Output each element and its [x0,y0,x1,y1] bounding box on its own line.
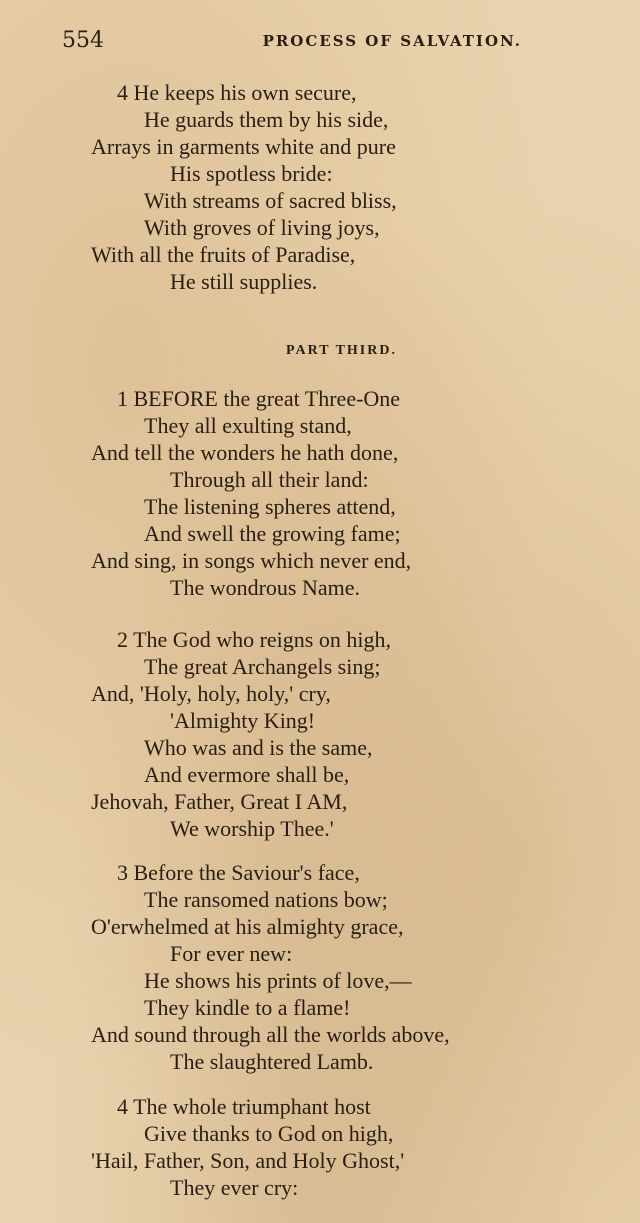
verse-line: 3 Before the Saviour's face, [117,860,360,885]
verse-line: With all the fruits of Paradise, [91,242,356,267]
verse-line: For ever new: [170,941,293,966]
verse-line: 'Almighty King! [170,708,316,733]
page-number: 554 [62,28,104,53]
verse-line: 4 He keeps his own secure, [117,80,357,105]
verse-line: And sing, in songs which never end, [91,548,412,573]
verse-line: 'Hail, Father, Son, and Holy Ghost,' [91,1148,405,1173]
verse-line: They all exulting stand, [144,413,352,438]
verse-line: 4 The whole triumphant host [117,1094,371,1119]
verse-line: 2 The God who reigns on high, [117,627,391,652]
verse-line: And swell the growing fame; [144,521,401,546]
verse-line: We worship Thee.' [170,816,334,841]
verse-line: They kindle to a flame! [144,995,351,1020]
verse-line: The great Archangels sing; [144,654,381,679]
verse-line: The wondrous Name. [170,575,361,600]
verse-line: The ransomed nations bow; [144,887,388,912]
verse-line: The slaughtered Lamb. [170,1049,374,1074]
running-title: PROCESS OF SALVATION. [262,32,522,50]
verse-line: Give thanks to God on high, [144,1121,394,1146]
verse-line: With groves of living joys, [144,215,380,240]
verse-line: Who was and is the same, [144,735,373,760]
verse-line: He shows his prints of love,— [144,968,412,993]
verse-line: And tell the wonders he hath done, [91,440,399,465]
verse-line: 1 BEFORE the great Three-One [117,386,401,411]
verse-line: Jehovah, Father, Great I AM, [91,789,348,814]
verse-line: He guards them by his side, [144,107,389,132]
page-header [62,28,522,58]
verse-line: With streams of sacred bliss, [144,188,397,213]
verse-line: And sound through all the worlds above, [91,1022,450,1047]
verse-line: And, 'Holy, holy, holy,' cry, [91,681,331,706]
verse-line: O'erwhelmed at his almighty grace, [91,914,404,939]
verse-line: Through all their land: [170,467,369,492]
verse-line: Arrays in garments white and pure [91,134,396,159]
verse-line: And evermore shall be, [144,762,350,787]
part-heading: PART THIRD. [286,343,397,358]
verse-line: They ever cry: [170,1175,299,1200]
verse-line: The listening spheres attend, [144,494,396,519]
verse-line: His spotless bride: [170,161,333,186]
verse-line: He still supplies. [170,269,318,294]
